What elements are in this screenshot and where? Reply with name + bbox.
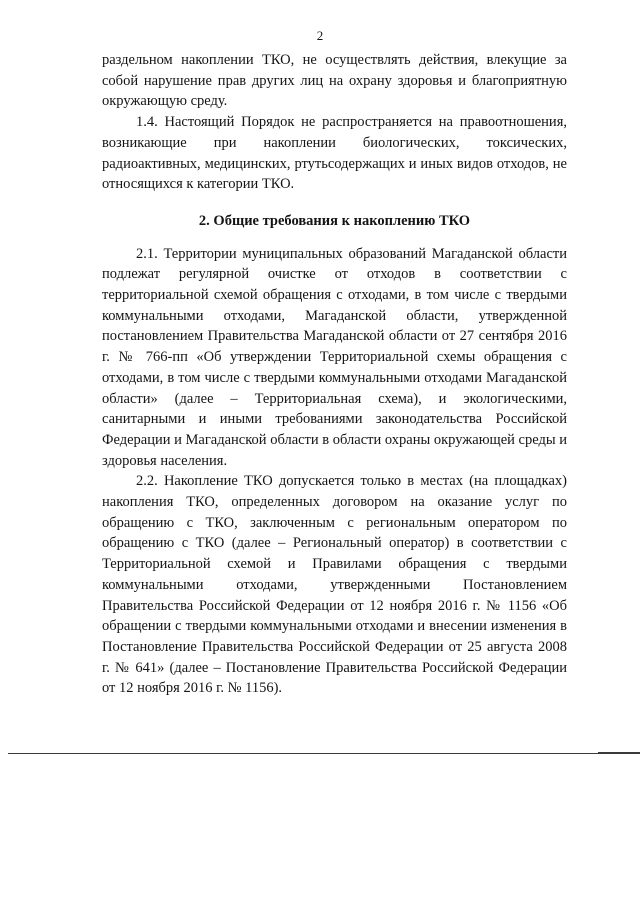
footer-rule: [8, 753, 640, 754]
section-heading: 2. Общие требования к накоплению ТКО: [198, 212, 471, 229]
paragraph-continuation: раздельном накоплении ТКО, не осуществлять действия, влекущие за собой нарушение прав других лиц на охрану здоровья и благоприятную окружающую среду.: [102, 52, 567, 110]
paragraph-2-1: 2.1. Территории муниципальных образований Магаданской области подлежат регулярной очистке от отходов в соответствии с территориальной схемой обращения с отходами, в том числе с твердыми коммунальными отходами, Магаданской области, утвержденной постановлением Правительства Магаданской области от 27 сентября 2016 г. № 766-пп «Об утверждении Территориальной схемы обращения с отходами, в том числе с твердыми коммунальными отходами Магаданской области» (далее – Территориальная схема), и экологическими, санитарными и иными требованиями законодательства Российской Федерации и Магаданской области в области охраны окружающей среды и здоровья населения.: [102, 245, 567, 469]
page-number: 2: [316, 28, 324, 43]
footer-rule-end: [598, 752, 640, 754]
paragraph-2-2: 2.2. Накопление ТКО допускается только в местах (на площадках) накопления ТКО, определенных договором на оказание услуг по обращению с ТКО, заключенным с региональным оператором по обращению с ТКО (далее – Региональный оператор) в соответствии с Территориальной схемой и Правилами обращения с твердыми коммунальными отходами, утвержденными Постановлением Правительства Российской Федерации от 12 ноября 2016 г. № 1156 «Об обращении с твердыми коммунальными отходами и внесении изменения в Постановление Правительства Российской Федерации от 25 августа 2008 г. № 641» (далее – Постановление Правительства Российской Федерации от 12 ноября 2016 г. № 1156).: [102, 473, 567, 697]
document-body: [102, 50, 567, 699]
paragraph-1-4: 1.4. Настоящий Порядок не распространяется на правоотношения, возникающие при накоплении биологических, токсических, радиоактивных, медицинских, ртутьсодержащих и иных видов отходов, не относящихся к категории ТКО.: [102, 114, 567, 193]
